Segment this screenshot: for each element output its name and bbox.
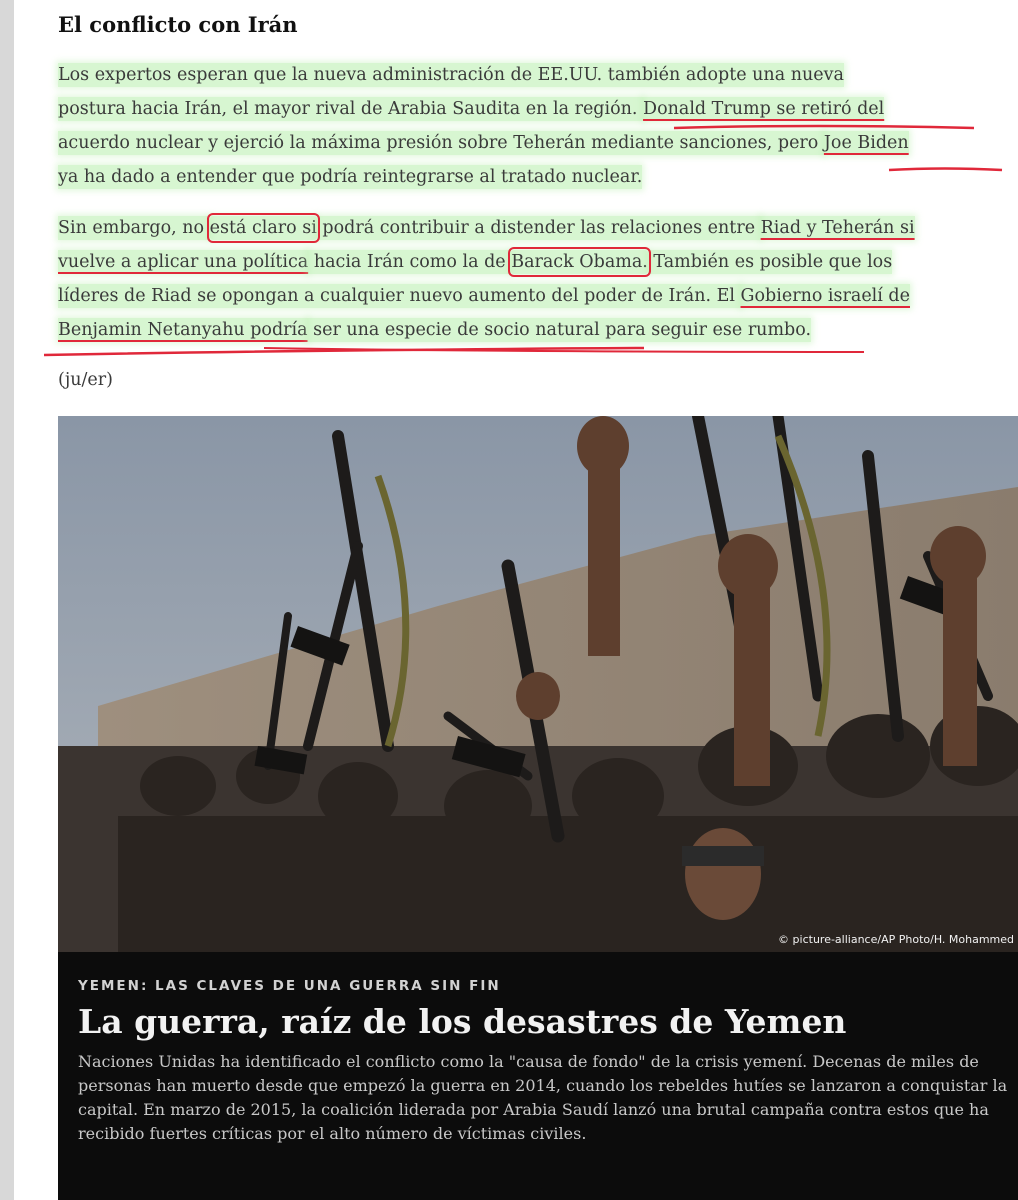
highlighted-text: ser una especie de socio natural para seguir ese rumbo. <box>307 320 812 340</box>
highlighted-text: acuerdo nuclear y ejerció la máxima presión sobre Teherán mediante sanciones, pero <box>58 133 824 153</box>
photo-credit: © picture-alliance/AP Photo/H. Mohammed <box>778 933 1014 946</box>
red-underline-stroke <box>264 348 864 352</box>
boxed-text: está claro si <box>209 218 317 238</box>
caption-text: Naciones Unidas ha identificado el conflicto como la "causa de fondo" de la crisis yemení. Decenas de miles de personas han muerto desde que empezó la guerra en 2014, cuando los rebeldes hutíes se lanzaron a conquistar la capital. En marzo de 2015, la coalición liderada por Arabia Saudí lanzó una brutal campaña contra estos que ha recibido fuertes críticas por el alto número de víctimas civiles. <box>78 1052 1008 1143</box>
underlined-text: Joe Biden <box>823 133 909 153</box>
underlined-text: Riad y Teherán si <box>760 218 915 238</box>
highlighted-text: ya ha dado a entender que podría reintegrarse al tratado nuclear. <box>58 167 643 187</box>
underlined-text: Donald Trump se retiró del <box>643 99 885 119</box>
paragraph-1 <box>58 58 978 194</box>
caption-title: La guerra, raíz de los desastres de Yemen <box>78 1002 847 1041</box>
red-underline-stroke <box>44 348 644 355</box>
highlighted-text: líderes de Riad se opongan a cualquier nuevo aumento del poder de Irán. El <box>58 286 741 306</box>
author-signoff: (ju/er) <box>58 370 113 390</box>
photo-caption <box>58 952 1018 1200</box>
highlighted-text: También es posible que los <box>647 252 893 272</box>
section-heading: El conflicto con Irán <box>58 12 298 37</box>
underlined-text: Gobierno israelí de <box>740 286 910 306</box>
underlined-text: vuelve a aplicar una política <box>58 252 309 272</box>
boxed-text: Barack Obama. <box>511 252 648 272</box>
paragraph-2 <box>58 211 978 347</box>
highlighted-text: Sin embargo, no <box>58 218 210 238</box>
highlighted-text: postura hacia Irán, el mayor rival de Arabia Saudita en la región. <box>58 99 644 119</box>
underlined-text: Benjamin Netanyahu podría <box>58 320 308 340</box>
caption-kicker: YEMEN: LAS CLAVES DE UNA GUERRA SIN FIN <box>78 978 501 994</box>
highlighted-text: Los expertos esperan que la nueva administración de EE.UU. también adopte una nueva <box>58 65 844 85</box>
highlighted-text: podrá contribuir a distender las relaciones entre <box>316 218 761 238</box>
highlighted-text: hacia Irán como la de <box>308 252 512 272</box>
news-photo <box>58 416 1018 952</box>
article-page <box>14 0 1018 1200</box>
armed-crowd-illustration <box>58 416 1018 952</box>
